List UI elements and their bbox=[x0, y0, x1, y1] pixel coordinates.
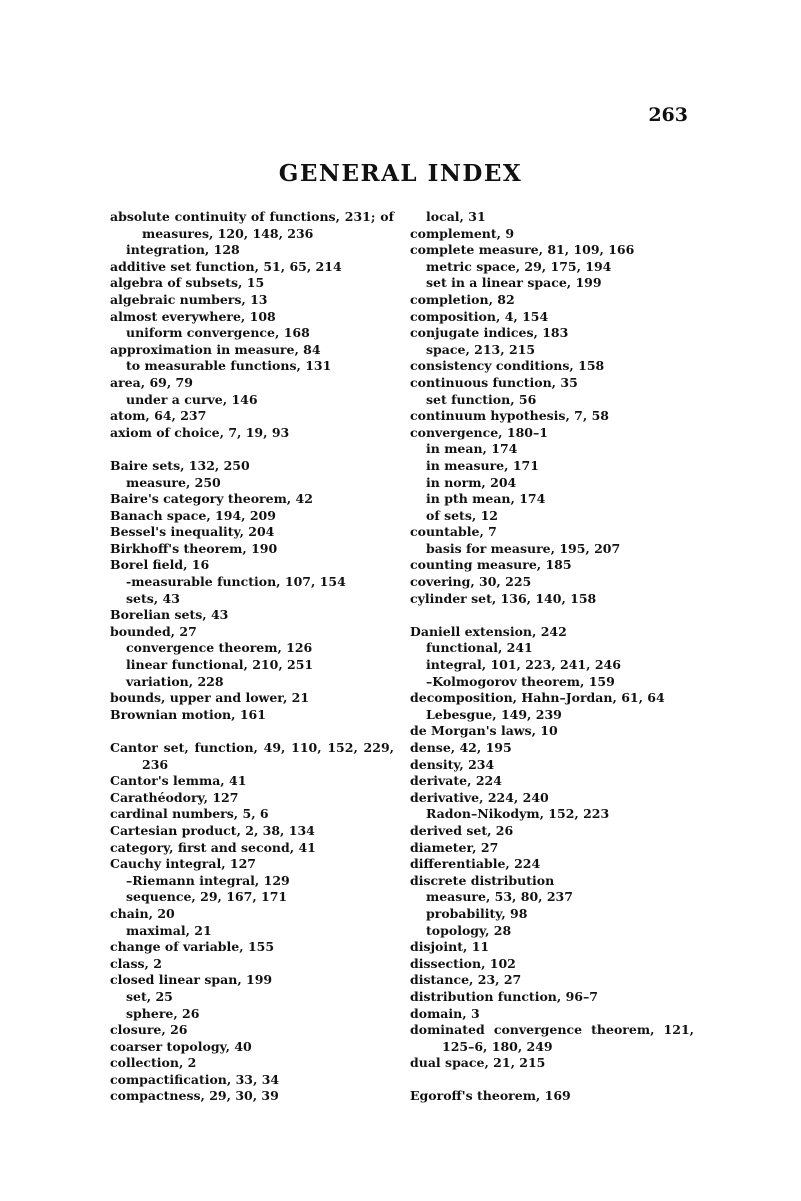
page-number: 263 bbox=[648, 104, 688, 126]
index-entry: Banach space, 194, 209 bbox=[110, 507, 276, 523]
index-entry: additive set function, 51, 65, 214 bbox=[110, 258, 342, 274]
index-entry: bounds, upper and lower, 21 bbox=[110, 690, 310, 706]
index-entry: completion, 82 bbox=[410, 291, 515, 307]
index-entry: almost everywhere, 108 bbox=[110, 308, 276, 324]
index-subentry: of sets, 12 bbox=[426, 507, 498, 523]
index-subentry: set function, 56 bbox=[426, 391, 537, 407]
index-entry: distribution function, 96–7 bbox=[410, 988, 598, 1004]
index-subentry: measure, 53, 80, 237 bbox=[426, 889, 573, 905]
index-entry: algebra of subsets, 15 bbox=[110, 275, 265, 291]
index-entry: dual space, 21, 215 bbox=[410, 1055, 546, 1071]
index-entry: Baire sets, 132, 250 bbox=[110, 457, 250, 473]
index-entry: convergence, 180–1 bbox=[410, 424, 548, 440]
index-entry: axiom of choice, 7, 19, 93 bbox=[110, 424, 290, 440]
index-subentry: space, 213, 215 bbox=[426, 341, 536, 357]
index-entry: coarser topology, 40 bbox=[110, 1038, 252, 1054]
index-subentry: integration, 128 bbox=[126, 242, 240, 258]
index-subentry: Radon–Nikodym, 152, 223 bbox=[426, 806, 610, 822]
index-entry: bounded, 27 bbox=[110, 623, 197, 639]
index-entry: Cartesian product, 2, 38, 134 bbox=[110, 822, 315, 838]
index-subentry: -measurable function, 107, 154 bbox=[126, 574, 346, 590]
index-entry: domain, 3 bbox=[410, 1005, 480, 1021]
index-subentry: uniform convergence, 168 bbox=[126, 325, 310, 341]
index-entry: Borel field, 16 bbox=[110, 557, 210, 573]
index-entry: Cauchy integral, 127 bbox=[110, 856, 256, 872]
index-entry: Egoroff's theorem, 169 bbox=[410, 1088, 571, 1104]
index-entry: continuum hypothesis, 7, 58 bbox=[410, 408, 609, 424]
index-entry: absolute continuity of functions, 231; of measures, 120, 148, 236 bbox=[110, 209, 394, 241]
index-entry: derivative, 224, 240 bbox=[410, 789, 549, 805]
index-entry: derived set, 26 bbox=[410, 822, 514, 838]
index-entry: algebraic numbers, 13 bbox=[110, 291, 268, 307]
index-subentry: in pth mean, 174 bbox=[426, 491, 546, 507]
section-gap bbox=[410, 1072, 694, 1089]
index-entry: countable, 7 bbox=[410, 524, 497, 540]
index-entry: atom, 64, 237 bbox=[110, 408, 207, 424]
index-entry: collection, 2 bbox=[110, 1055, 197, 1071]
index-entry: density, 234 bbox=[410, 756, 495, 772]
index-entry: Bessel's inequality, 204 bbox=[110, 524, 275, 540]
index-subentry: variation, 228 bbox=[126, 673, 224, 689]
index-subentry: to measurable functions, 131 bbox=[126, 358, 332, 374]
index-entry: compactification, 33, 34 bbox=[110, 1071, 280, 1087]
index-subentry: –Riemann integral, 129 bbox=[126, 872, 290, 888]
index-entry: Cantor set, function, 49, 110, 152, 229, 236 bbox=[110, 740, 394, 772]
index-subentry: in mean, 174 bbox=[426, 441, 518, 457]
index-entry: complete measure, 81, 109, 166 bbox=[410, 242, 635, 258]
index-entry: change of variable, 155 bbox=[110, 939, 275, 955]
index-entry: decomposition, Hahn–Jordan, 61, 64 bbox=[410, 690, 665, 706]
index-entry: Birkhoff's theorem, 190 bbox=[110, 540, 278, 556]
index-subentry: –Kolmogorov theorem, 159 bbox=[426, 673, 615, 689]
index-subentry: set in a linear space, 199 bbox=[426, 275, 602, 291]
index-subentry: probability, 98 bbox=[426, 905, 528, 921]
index-entry: conjugate indices, 183 bbox=[410, 325, 569, 341]
index-entry: compactness, 29, 30, 39 bbox=[110, 1088, 279, 1104]
section-gap bbox=[410, 607, 694, 624]
section-gap bbox=[110, 441, 394, 458]
index-subentry: linear functional, 210, 251 bbox=[126, 657, 314, 673]
index-entry: category, first and second, 41 bbox=[110, 839, 316, 855]
index-entry: continuous function, 35 bbox=[410, 374, 578, 390]
index-entry: Baire's category theorem, 42 bbox=[110, 491, 313, 507]
index-entry: closure, 26 bbox=[110, 1022, 188, 1038]
index-subentry: under a curve, 146 bbox=[126, 391, 258, 407]
index-entry: cylinder set, 136, 140, 158 bbox=[410, 590, 597, 606]
index-entry: counting measure, 185 bbox=[410, 557, 572, 573]
index-entry: Borelian sets, 43 bbox=[110, 607, 229, 623]
index-entry: distance, 23, 27 bbox=[410, 972, 522, 988]
index-subentry: convergence theorem, 126 bbox=[126, 640, 313, 656]
index-subentry: metric space, 29, 175, 194 bbox=[426, 258, 612, 274]
index-entry: approximation in measure, 84 bbox=[110, 341, 321, 357]
index-entry: dominated convergence theorem, 121, 125–6, 180, 249 bbox=[410, 1022, 694, 1054]
index-subentry: in norm, 204 bbox=[426, 474, 517, 490]
index-entry: differentiable, 224 bbox=[410, 856, 541, 872]
index-subentry: sphere, 26 bbox=[126, 1005, 200, 1021]
index-entry: Cantor's lemma, 41 bbox=[110, 773, 247, 789]
index-subentry: set, 25 bbox=[126, 988, 173, 1004]
index-entry: dissection, 102 bbox=[410, 955, 516, 971]
index-subentry: functional, 241 bbox=[426, 640, 533, 656]
index-subentry: topology, 28 bbox=[426, 922, 512, 938]
index-subentry: local, 31 bbox=[426, 209, 486, 224]
index-entry: discrete distribution bbox=[410, 872, 555, 888]
index-subentry: sequence, 29, 167, 171 bbox=[126, 889, 288, 905]
index-column-left bbox=[110, 209, 394, 1105]
index-subentry: measure, 250 bbox=[126, 474, 221, 490]
index-entry: cardinal numbers, 5, 6 bbox=[110, 806, 269, 822]
index-subentry: integral, 101, 223, 241, 246 bbox=[426, 657, 621, 673]
index-entry: derivate, 224 bbox=[410, 773, 502, 789]
index-entry: consistency conditions, 158 bbox=[410, 358, 605, 374]
index-entry: diameter, 27 bbox=[410, 839, 499, 855]
index-entry: class, 2 bbox=[110, 955, 162, 971]
index-subentry: basis for measure, 195, 207 bbox=[426, 540, 621, 556]
index-entry: de Morgan's laws, 10 bbox=[410, 723, 558, 739]
index-entry: complement, 9 bbox=[410, 225, 515, 241]
index-entry: composition, 4, 154 bbox=[410, 308, 549, 324]
index-entry: chain, 20 bbox=[110, 905, 175, 921]
index-entry: Brownian motion, 161 bbox=[110, 706, 266, 722]
section-gap bbox=[110, 723, 394, 740]
index-entry: Carathéodory, 127 bbox=[110, 789, 239, 805]
index-entry: area, 69, 79 bbox=[110, 374, 193, 390]
index-subentry: in measure, 171 bbox=[426, 457, 539, 473]
index-entry: disjoint, 11 bbox=[410, 939, 490, 955]
page-title: GENERAL INDEX bbox=[278, 160, 523, 187]
index-entry: dense, 42, 195 bbox=[410, 740, 512, 755]
index-entry: covering, 30, 225 bbox=[410, 574, 532, 590]
index-subentry: Lebesgue, 149, 239 bbox=[426, 706, 562, 722]
index-subentry: maximal, 21 bbox=[126, 922, 212, 938]
index-subentry: sets, 43 bbox=[126, 590, 180, 606]
index-entry: Daniell extension, 242 bbox=[410, 623, 567, 639]
index-column-right bbox=[410, 209, 694, 1105]
index-entry: closed linear span, 199 bbox=[110, 972, 273, 988]
